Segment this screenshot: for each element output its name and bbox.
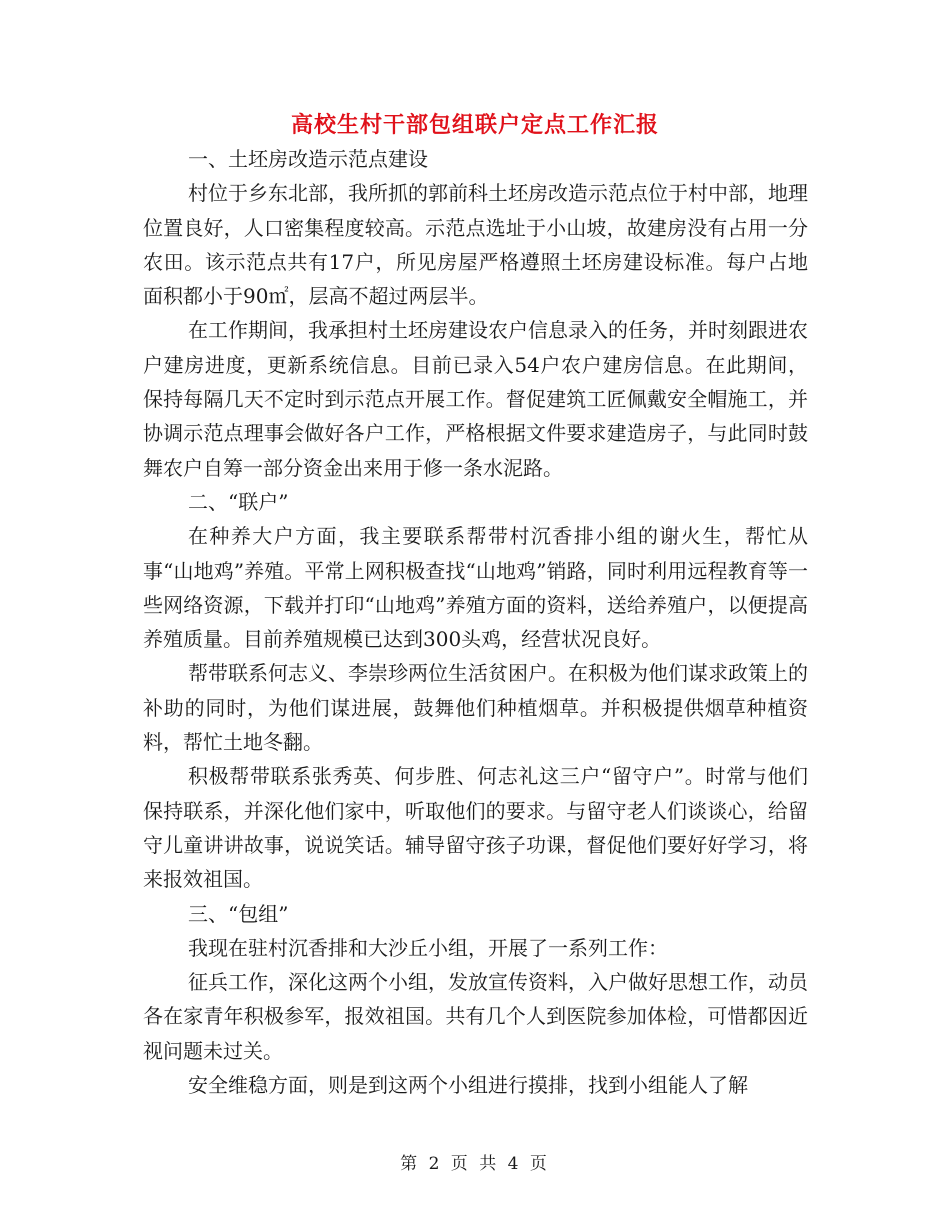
section-heading-3: 三、“包组” (188, 901, 289, 926)
document-title: 高校生村干部包组联户定点工作汇报 (290, 112, 659, 138)
paragraph: 征兵工作，深化这两个小组，发放宣传资料，入户做好思想工作，动员各在家青年积极参军，报效祖国。共有几个人到医院参加体检，可惜都因近视问题未过关。 (143, 970, 808, 1063)
page-number-footer: 第 2 页 共 4 页 (400, 1154, 550, 1174)
section-heading-1: 一、土坯房改造示范点建设 (188, 147, 428, 171)
paragraph: 在工作期间，我承担村土坯房建设农户信息录入的任务，并时刻跟进农户建房进度，更新系统信息。目前已录入54户农户建房信息。在此期间，保持每隔几天不定时到示范点开展工作。督促建筑工匠佩戴安全帽施工，并协调示范点理事会做好各户工作，严格根据文件要求建造房子，与此同时鼓舞农户自筹一部分资金出来用于修一条水泥路。 (143, 318, 808, 480)
section-heading-2: 二、“联户” (188, 489, 289, 514)
paragraph: 我现在驻村沉香排和大沙丘小组，开展了一系列工作： (188, 935, 668, 960)
document-body (143, 142, 808, 1102)
paragraph: 帮带联系何志义、李崇珍两位生活贫困户。在积极为他们谋求政策上的补助的同时，为他们谋进展，鼓舞他们种植烟草。并积极提供烟草种植资料，帮忙土地冬翻。 (143, 661, 808, 755)
paragraph: 安全维稳方面，则是到这两个小组进行摸排，找到小组能人了解 (188, 1073, 748, 1098)
paragraph: 积极帮带联系张秀英、何步胜、何志礼这三户“留守户”。时常与他们保持联系，并深化他们家中，听取他们的要求。与留守老人们谈谈心，给留守儿童讲讲故事，说说笑话。辅导留守孩子功课，督促他们要好好学习，将来报效祖国。 (143, 764, 808, 892)
paragraph: 在种养大户方面，我主要联系帮带村沉香排小组的谢火生，帮忙从事“山地鸡”养殖。平常上网积极查找“山地鸡”销路，同时利用远程教育等一些网络资源，下载并打印“山地鸡”养殖方面的资料，送给养殖户，以便提高养殖质量。目前养殖规模已达到300头鸡，经营状况良好。 (143, 524, 808, 652)
paragraph: 村位于乡东北部，我所抓的郭前科土坯房改造示范点位于村中部，地理位置良好，人口密集程度较高。示范点选址于小山坡，故建房没有占用一分农田。该示范点共有17户，所见房屋严格遵照土坯房建设标准。每户占地面积都小于90㎡，层高不超过两层半。 (143, 181, 808, 309)
